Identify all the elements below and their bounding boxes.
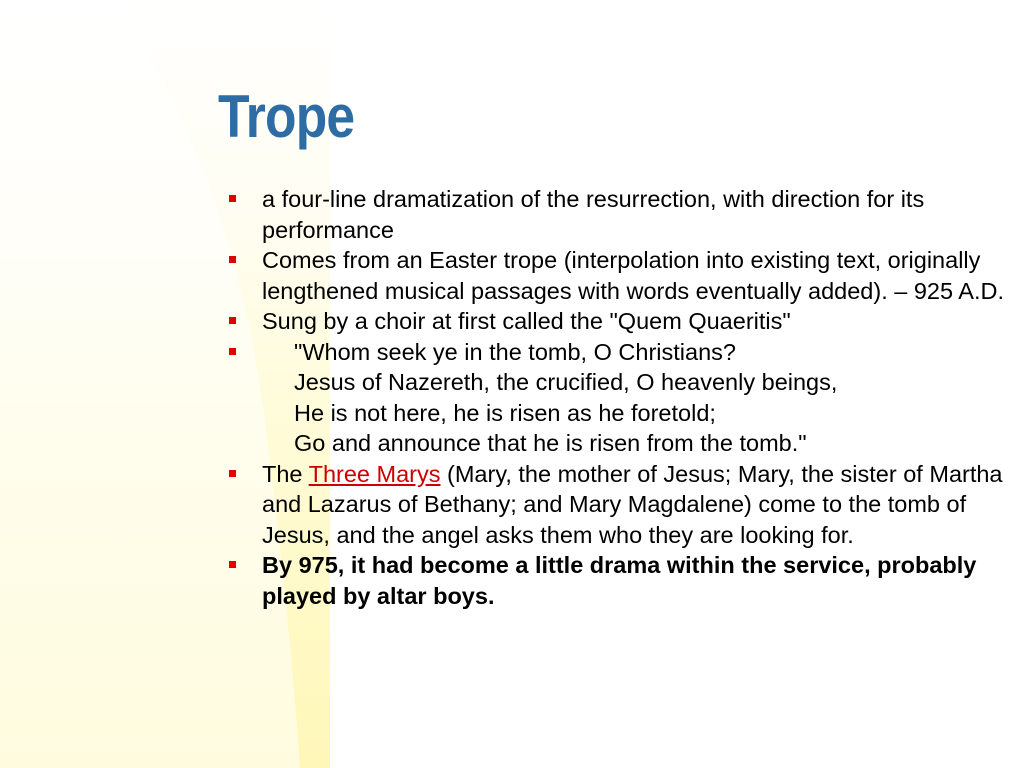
quote-line: "Whom seek ye in the tomb, O Christians? (294, 338, 736, 365)
slide-title: Trope (218, 83, 355, 150)
bullet-text-suffix: (Mary, the mother of Jesus; Mary, the sister of Martha and Lazarus of Bethany; and Mary Magdalene) come to the tomb of Jesus, and the angel asks them who they are looking for. (262, 460, 1003, 548)
bullet-text-prefix: The (262, 460, 309, 487)
bullet-square-icon (229, 470, 236, 477)
bullet-item (228, 459, 1008, 551)
quote-line: Jesus of Nazereth, the crucified, O heavenly beings, (294, 369, 838, 395)
three-marys-link[interactable]: Three Marys (308, 460, 441, 487)
bullet-square-icon (229, 317, 236, 324)
bullet-list (228, 184, 1008, 611)
bullet-text: a four-line dramatization of the resurrection, with direction for its performance (262, 186, 925, 243)
bullet-item (228, 306, 1008, 337)
bullet-item-quote (228, 337, 1008, 459)
quote-line: He is not here, he is risen as he foretold; (294, 399, 716, 426)
bullet-square-icon (229, 561, 236, 568)
bullet-text: Sung by a choir at first called the "Quem Quaeritis" (262, 308, 791, 334)
bullet-text: Comes from an Easter trope (interpolation into existing text, originally lengthened musical passages with words eventually added). – 925 A.D. (262, 247, 1005, 304)
bullet-item (228, 550, 1008, 611)
quote-line: Go and announce that he is risen from the tomb." (294, 430, 807, 456)
bullet-square-icon (229, 256, 236, 263)
bullet-item (228, 245, 1008, 306)
bullet-square-icon (229, 348, 236, 355)
bullet-text-bold: By 975, it had become a little drama within the service, probably played by altar boys. (262, 552, 977, 609)
bullet-item (228, 184, 1008, 245)
bullet-square-icon (229, 195, 236, 202)
